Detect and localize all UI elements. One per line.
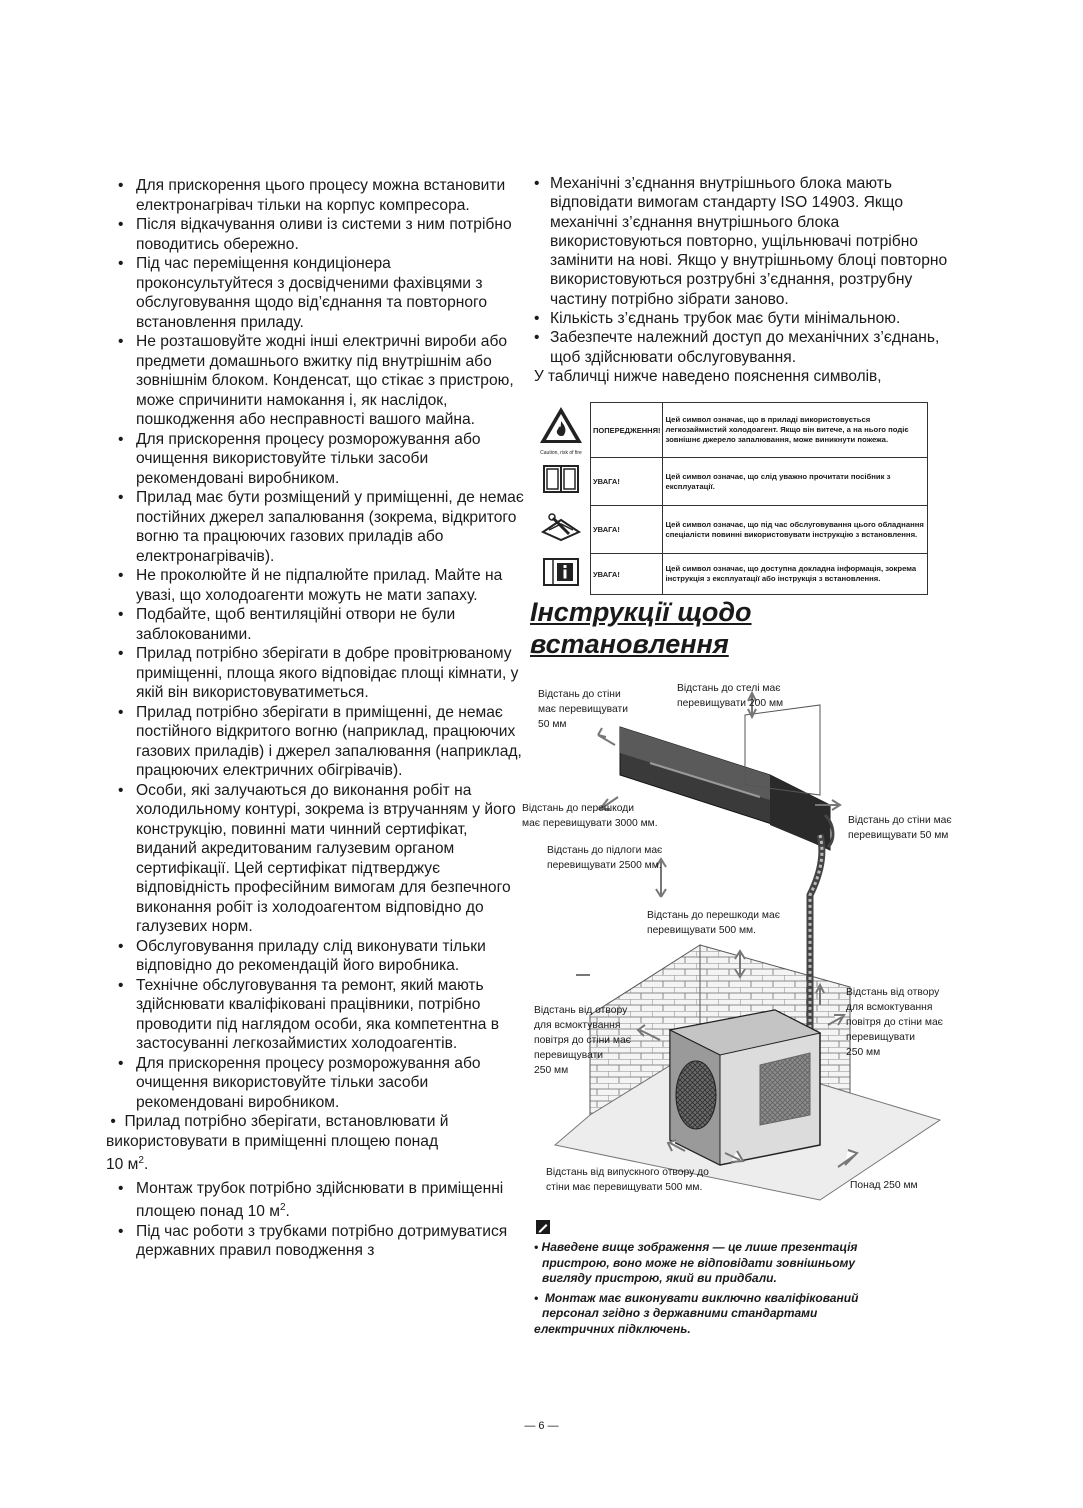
flame-warning-icon bbox=[538, 405, 584, 445]
note-bullet: • bbox=[534, 1290, 545, 1305]
manual-book-icon bbox=[541, 463, 581, 495]
list-item: • Прилад має бути розміщений у приміщенні, де немає постійних джерел запалювання (зокрема, відкритого вогню та працюючих газових приладів або електронагрівачів). bbox=[114, 488, 524, 566]
table-row bbox=[532, 403, 928, 458]
symbol-table bbox=[532, 402, 928, 595]
symbol-label: УВАГА! bbox=[591, 506, 663, 554]
list-item: • Механічні з’єднання внутрішнього блока мають відповідати вимогам стандарту ISO 14903. Якщо механічні з’єднання внутрішнього блока використовуються повторно, ущільнювачі потрібно замінити на нові. Якщо у внутрішньому блоці повторно використовуються розтрубні з’єднання, розтрубну частину потрібно зібрати заново. bbox=[532, 174, 962, 309]
symbol-label: ПОПЕРЕДЖЕННЯ! bbox=[591, 403, 663, 458]
symbol-description: Цей символ означає, що доступна докладна інформація, зокрема інструкція з експлуатації або інструкція з встановлення. bbox=[663, 554, 928, 595]
list-item: • Технічне обслуговування та ремонт, який мають здійснювати кваліфіковані працівники, потрібно проводити під наглядом особи, яка компетентна в застосуванні легкозаймистих холодоагентів. bbox=[114, 976, 524, 1054]
label-line: для всмоктування bbox=[534, 1020, 621, 1031]
outlet-label bbox=[546, 1165, 709, 1195]
table-intro: У табличці нижче наведено пояснення символів, bbox=[534, 367, 882, 385]
obstacle-label bbox=[522, 801, 658, 831]
note-line: пристрою, воно може не відповідати зовнішньому bbox=[542, 1255, 856, 1270]
list-item-text: Під час роботи з трубками потрібно дотримуватися державних правил поводження з bbox=[136, 1222, 508, 1260]
label-line: Відстань до стіни bbox=[538, 689, 621, 700]
note-line: персонал згідно з державними стандартами bbox=[542, 1306, 818, 1320]
note-icon bbox=[536, 1220, 550, 1234]
label-line: Відстань до перешкоди має bbox=[647, 910, 780, 921]
label-line: 250 мм bbox=[846, 1047, 881, 1058]
list-item: • Кількість з’єднань трубок має бути мінімальною. bbox=[532, 309, 962, 328]
label-line: Відстань до підлоги має bbox=[547, 845, 663, 856]
label-line: повітря до стіни має bbox=[846, 1017, 943, 1028]
label-line: Відстань до перешкоди bbox=[522, 803, 635, 814]
icon-cell bbox=[532, 403, 591, 458]
obstacle-500-label bbox=[647, 908, 780, 938]
list-item: • Обслуговування приладу слід виконувати тільки відповідно до рекомендацій його виробника. bbox=[114, 937, 524, 976]
list-item: • Прилад потрібно зберігати в добре провітрюваному приміщенні, площа якого відповідає площі кімнати, у якій він використовуватиметься. bbox=[114, 644, 524, 703]
right-column bbox=[532, 174, 962, 386]
note-bullet: • bbox=[534, 1240, 542, 1254]
icon-cell bbox=[532, 458, 591, 506]
storage-area-sup: 2 bbox=[138, 1155, 144, 1166]
symbol-label: УВАГА! bbox=[591, 554, 663, 595]
label-line: 50 мм bbox=[538, 719, 567, 730]
icon-cell bbox=[532, 554, 591, 595]
label-line: Відстань від отвору bbox=[846, 987, 940, 998]
left-column bbox=[106, 176, 524, 1261]
list-item-text: Монтаж трубок потрібно здійснювати в приміщенні площею понад 10 м bbox=[136, 1179, 504, 1221]
icon-cell bbox=[532, 506, 591, 554]
notes bbox=[534, 1240, 934, 1341]
label-line: перевищувати 200 мм bbox=[677, 698, 784, 709]
label-line: перевищувати bbox=[846, 1032, 916, 1043]
label-line: Відстань від випускного отвору до bbox=[546, 1167, 709, 1178]
list-item: • Не проколюйте й не підпалюйте прилад. Майте на увазі, що холодоагенти можуть не мати запаху. bbox=[114, 566, 524, 605]
fire-caption: Caution, risk of fire bbox=[540, 449, 582, 456]
label-line: має перевищувати 3000 мм. bbox=[522, 818, 658, 829]
label-line: перевищувати 2500 мм. bbox=[547, 860, 662, 871]
installation-diagram bbox=[520, 675, 975, 1215]
wall-left-label bbox=[538, 687, 628, 732]
installation-diagram-illustration bbox=[520, 675, 975, 1215]
section-title-line1: Інструкції щодо bbox=[530, 597, 752, 627]
list-item bbox=[114, 1179, 524, 1222]
service-manual-icon bbox=[539, 512, 583, 542]
note-1 bbox=[534, 1240, 934, 1287]
list-item: • Для прискорення цього процесу можна встановити електронагрівач тільки на корпус компресора. bbox=[114, 176, 524, 215]
label-line: Відстань до стелі має bbox=[677, 683, 781, 694]
table-row bbox=[532, 458, 928, 506]
page-number: — 6 — bbox=[524, 1420, 559, 1432]
label-line: перевищувати 50 мм bbox=[848, 830, 949, 841]
over-250-label: Понад 250 мм bbox=[850, 1180, 918, 1191]
note-line: електричних підключень. bbox=[534, 1321, 691, 1336]
left-bullet-list bbox=[114, 176, 524, 1112]
label-line: перевищувати 500 мм. bbox=[647, 925, 756, 936]
intake-left-label bbox=[534, 1003, 631, 1078]
label-line: Відстань до стіни має bbox=[848, 815, 952, 826]
list-item: • Не розташовуйте жодні інші електричні вироби або предмети домашнього вжитку під внутрішнім або зовнішнім блоком. Конденсат, що стікає з пристрою, може спричинити намокання і, як наслідок, пошкодження або несправності вашого майна. bbox=[114, 332, 524, 430]
list-item: • Під час переміщення кондиціонера проконсультуйтеся з досвідченими фахівцями з обслуговування щодо від’єднання та повторного встановлення приладу. bbox=[114, 254, 524, 332]
list-item: • Прилад потрібно зберігати в приміщенні, де немає постійного відкритого вогню (наприклад, працюючих газових приладів) і джерел запалювання (наприклад, працюючих електричних обігрівачів). bbox=[114, 703, 524, 781]
right-bullet-list bbox=[532, 174, 962, 367]
list-item: • Особи, які залучаються до виконання робіт на холодильному контурі, зокрема із втручанням у його конструкцію, повинні мати чинний сертифікат, виданий акредитованим галузевим органом сертифікації. Цей сертифікат підтверджує відповідність професійним вимогам для безпечного виконання робіт із холодоагентом відповідно до галузевих норм. bbox=[114, 781, 524, 937]
list-item: • Подбайте, щоб вентиляційні отвори не були заблокованими. bbox=[114, 605, 524, 644]
storage-area: 10 м bbox=[106, 1156, 139, 1174]
wall-right-label bbox=[848, 813, 952, 843]
label-line: повітря до стіни має bbox=[534, 1035, 631, 1046]
section-title bbox=[530, 596, 752, 660]
list-item: • Для прискорення процесу розморожування або очищення використовуйте тільки засоби рекомендовані виробником. bbox=[114, 1054, 524, 1113]
symbol-description: Цей символ означає, що під час обслуговування цього обладнання спеціалісти повинні використовувати інструкцію з встановлення. bbox=[663, 506, 928, 554]
symbol-description: Цей символ означає, що слід уважно прочитати посібник з експлуатації. bbox=[663, 458, 928, 506]
info-book-icon bbox=[541, 556, 581, 588]
table-row bbox=[532, 506, 928, 554]
label-line: перевищувати bbox=[534, 1050, 604, 1061]
list-item-sup: 2 bbox=[279, 1202, 286, 1214]
list-item bbox=[114, 1222, 524, 1261]
label-line: стіни має перевищувати 500 мм. bbox=[546, 1182, 703, 1193]
label-line: Відстань від отвору bbox=[534, 1005, 628, 1016]
list-item: • Для прискорення процесу розморожування або очищення використовуйте тільки засоби рекомендовані виробником. bbox=[114, 430, 524, 489]
table-row bbox=[532, 554, 928, 595]
list-item-end: . bbox=[285, 1203, 290, 1221]
symbol-description: Цей символ означає, що в приладі використовується легкозаймистий холодоагент. Якщо він витече, а на нього подіє зовнішнє джерело запалювання, може виникнути пожежа. bbox=[663, 403, 928, 458]
label-line: 250 мм bbox=[534, 1065, 569, 1076]
symbol-label: УВАГА! bbox=[591, 458, 663, 506]
section-title-line2: встановлення bbox=[530, 629, 729, 659]
storage-text: Прилад потрібно зберігати, встановлювати й використовувати в приміщенні площею понад bbox=[106, 1113, 449, 1150]
note-line: вигляду пристрою, який ви придбали. bbox=[542, 1271, 777, 1285]
note-2 bbox=[534, 1291, 934, 1338]
list-item: • Після відкачування оливи із системи з ним потрібно поводитись обережно. bbox=[114, 215, 524, 254]
left-tail-list bbox=[114, 1179, 524, 1261]
label-line: має перевищувати bbox=[538, 704, 628, 715]
label-line: для всмоктування bbox=[846, 1002, 933, 1013]
note-line: Монтаж має виконувати виключно кваліфікований bbox=[544, 1290, 859, 1305]
storage-requirement bbox=[106, 1112, 524, 1175]
floor-label bbox=[547, 843, 662, 873]
storage-bullet: • bbox=[106, 1113, 125, 1130]
storage-end: . bbox=[143, 1156, 149, 1174]
ceiling-label bbox=[677, 681, 783, 711]
note-line: Наведене вище зображення — це лише презентація bbox=[541, 1240, 858, 1254]
list-item: • Забезпечте належний доступ до механічних з’єднань, щоб здійснювати обслуговування. bbox=[532, 328, 962, 367]
intake-right-label bbox=[846, 985, 943, 1060]
